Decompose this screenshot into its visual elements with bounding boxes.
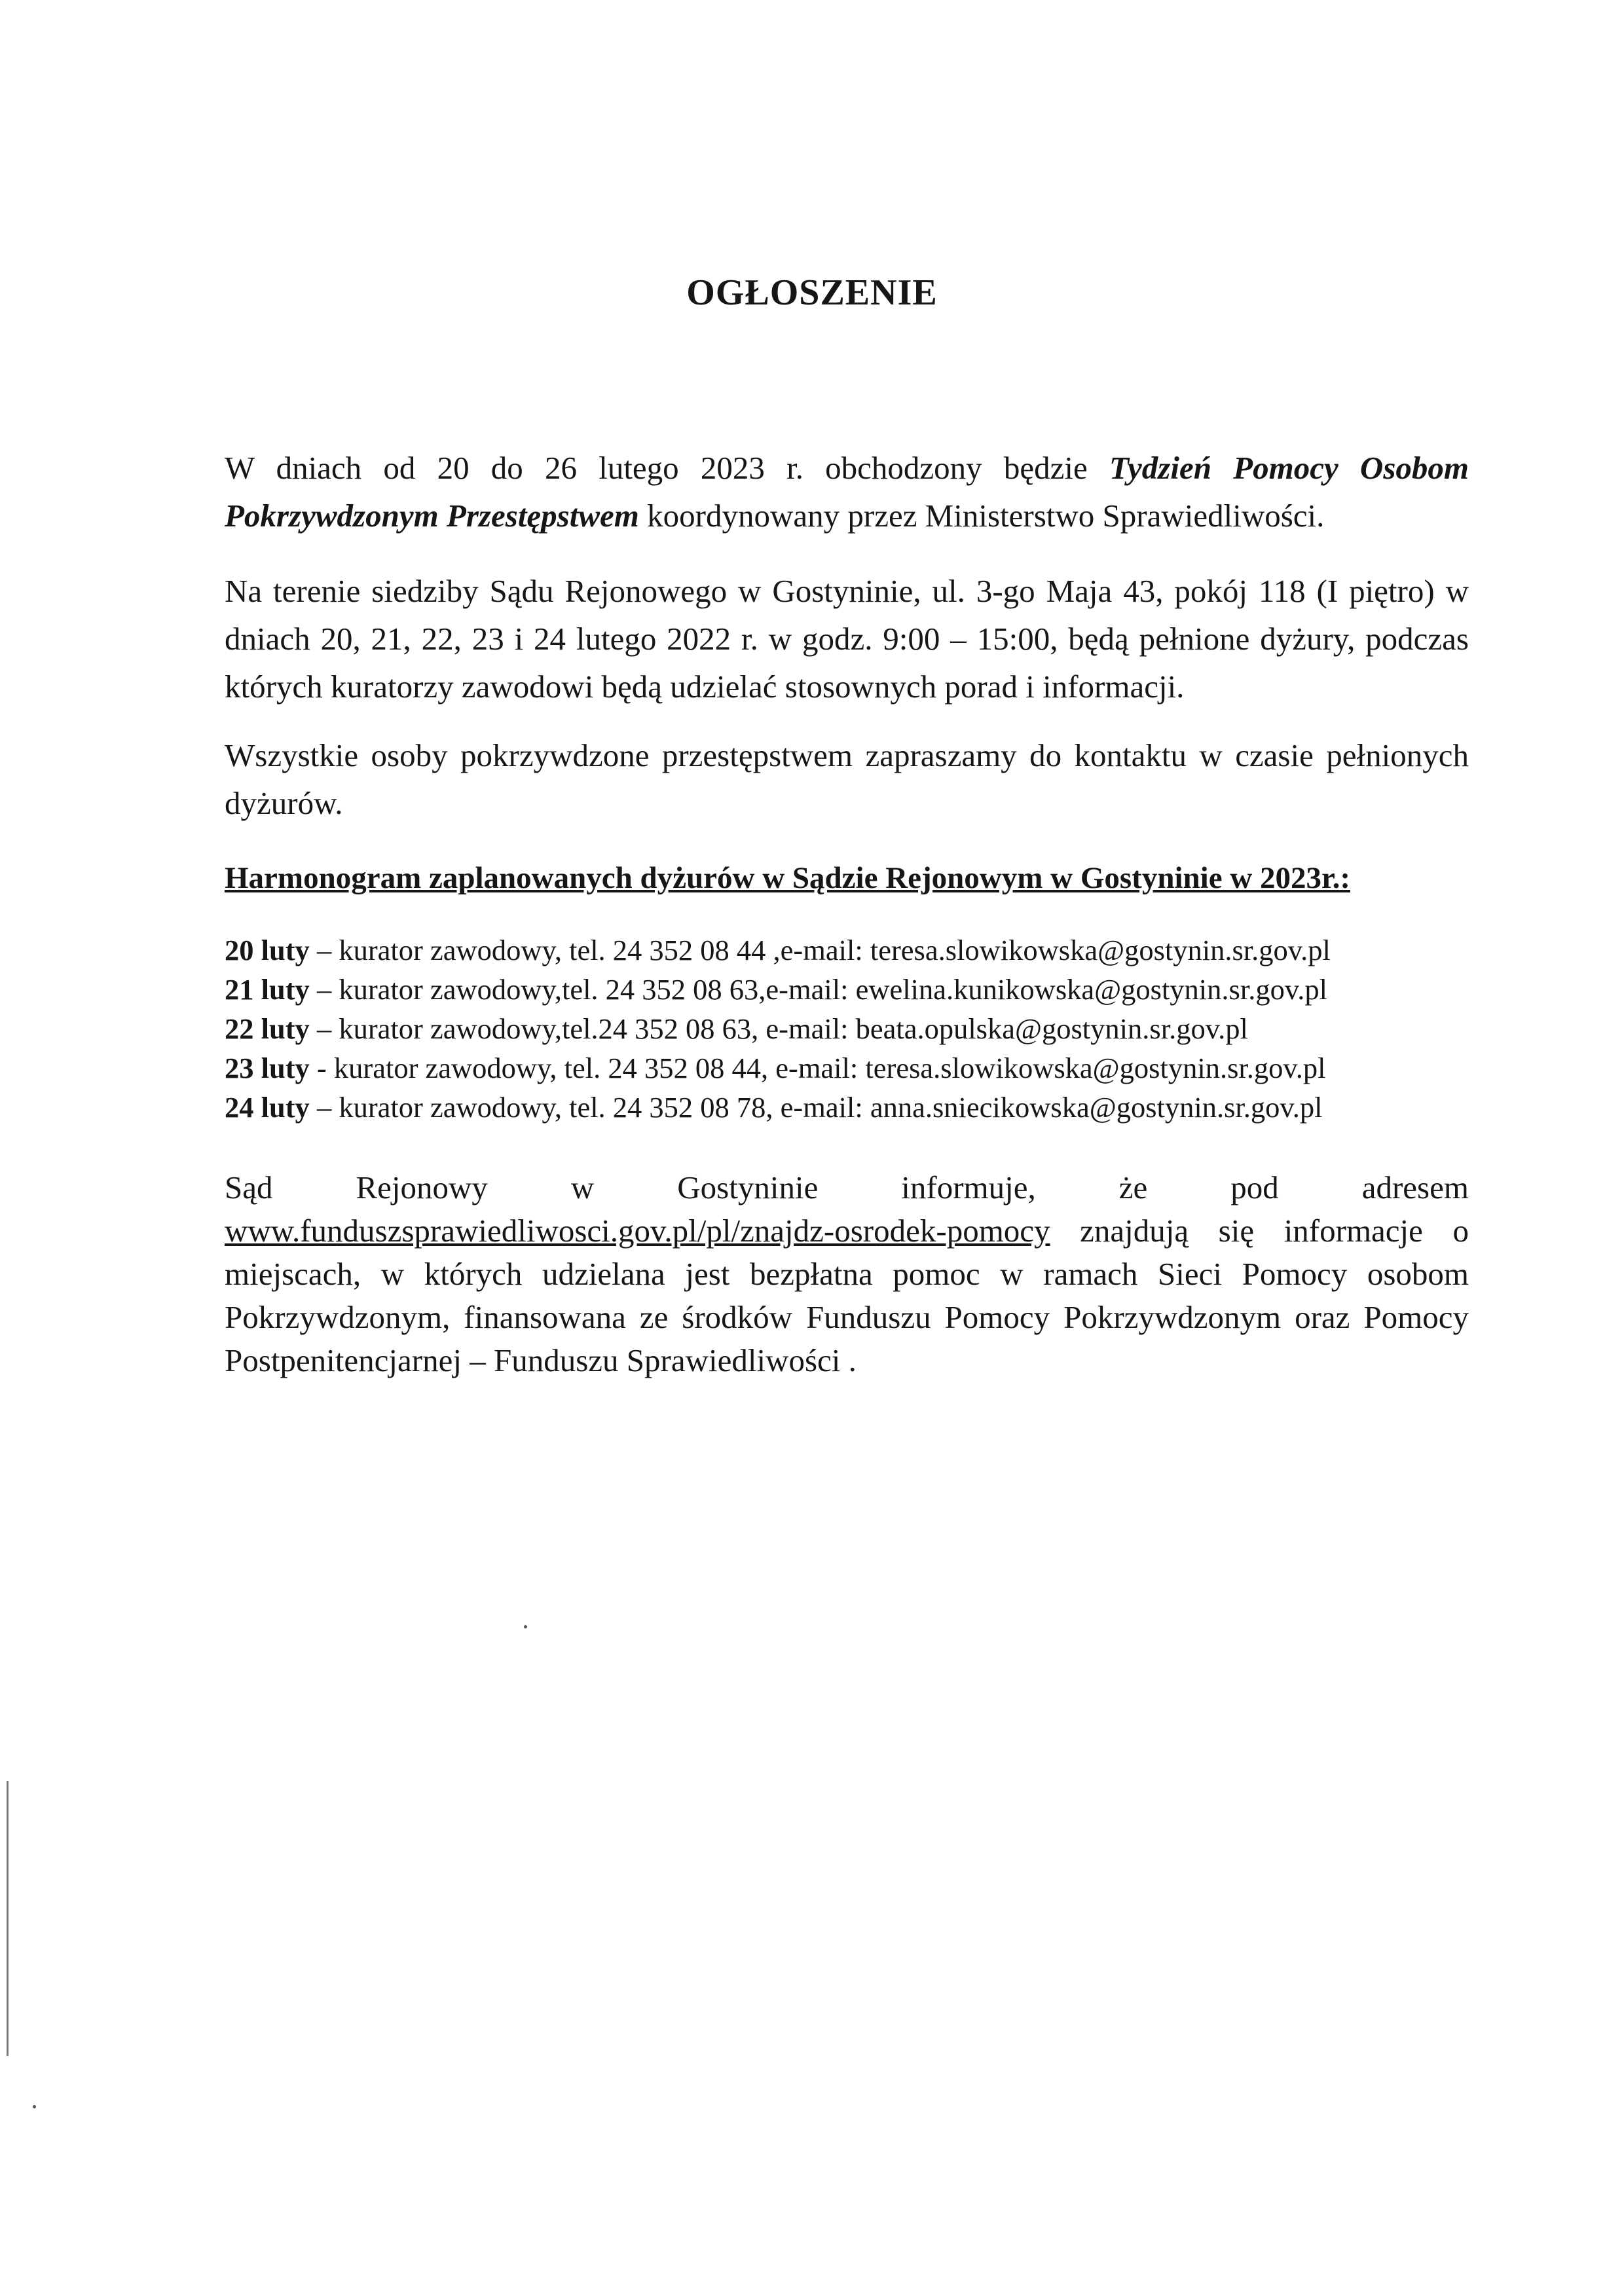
schedule-item: [225, 1009, 1469, 1048]
scan-speck: [524, 1625, 527, 1628]
schedule-details: – kurator zawodowy,tel.24 352 08 63, e-mail: beata.opulska@gostynin.sr.gov.pl: [309, 1012, 1248, 1045]
scan-speck: [33, 2105, 36, 2108]
page-title: OGŁOSZENIE: [686, 272, 938, 313]
schedule-day: 22 luty: [225, 1012, 310, 1045]
schedule-item: [225, 1088, 1469, 1127]
schedule-details: – kurator zawodowy, tel. 24 352 08 78, e-mail: anna.sniecikowska@gostynin.sr.gov.pl: [309, 1091, 1323, 1124]
schedule-day: 20 luty: [225, 934, 310, 966]
intro-paragraph: [225, 444, 1469, 540]
event-name: Tydzień Pomocy Osobom Pokrzywdzonym Przestępstwem: [225, 450, 1469, 534]
fund-website-link[interactable]: www.funduszsprawiedliwosci.gov.pl/pl/znajdz-osrodek-pomocy: [225, 1213, 1050, 1249]
intro-text-after: koordynowany przez Ministerstwo Sprawiedliwości.: [638, 498, 1325, 534]
schedule-item: [225, 1048, 1469, 1088]
intro-text-before: W dniach od 20 do 26 lutego 2023 r. obchodzony będzie: [225, 450, 1109, 486]
info-text-after: znajdują się informacje o miejscach, w których udzielana jest bezpłatna pomoc w ramach Sieci Pomocy osobom Pokrzywdzonym, finansowana ze środków Funduszu Pomocy Pokrzywdzonym oraz Pomocy Postpenitencjarnej – Funduszu Sprawiedliwości .: [225, 1213, 1469, 1378]
schedule-details: - kurator zawodowy, tel. 24 352 08 44, e-mail: teresa.slowikowska@gostynin.sr.gov.pl: [309, 1052, 1326, 1084]
invitation-paragraph: Wszystkie osoby pokrzywdzone przestępstwem zapraszamy do kontaktu w czasie pełnionych dyżurów.: [225, 737, 1469, 821]
info-paragraph: [225, 1166, 1469, 1382]
schedule-list: [225, 930, 1469, 1127]
info-text-before: Sąd Rejonowy w Gostyninie informuje, że pod adresem: [225, 1169, 1469, 1205]
location-paragraph: Na terenie siedziby Sądu Rejonowego w Gostyninie, ul. 3-go Maja 43, pokój 118 (I piętro) w dniach 20, 21, 22, 23 i 24 lutego 2022 r. w godz. 9:00 – 15:00, będą pełnione dyżury, podczas których kuratorzy zawodowi będą udzielać stosownych porad i informacji.: [225, 573, 1469, 705]
schedule-details: – kurator zawodowy,tel. 24 352 08 63,e-mail: ewelina.kunikowska@gostynin.sr.gov.pl: [309, 973, 1327, 1006]
scan-margin-line: [7, 1781, 9, 2056]
schedule-day: 21 luty: [225, 973, 310, 1006]
schedule-day: 24 luty: [225, 1091, 310, 1124]
schedule-details: – kurator zawodowy, tel. 24 352 08 44 ,e-mail: teresa.slowikowska@gostynin.sr.gov.pl: [309, 934, 1331, 966]
schedule-item: [225, 930, 1469, 970]
schedule-item: [225, 970, 1469, 1009]
document-body: [225, 444, 1469, 1382]
schedule-heading: Harmonogram zaplanowanych dyżurów w Sądzie Rejonowym w Gostyninie w 2023r.:: [225, 861, 1350, 895]
schedule-day: 23 luty: [225, 1052, 310, 1084]
